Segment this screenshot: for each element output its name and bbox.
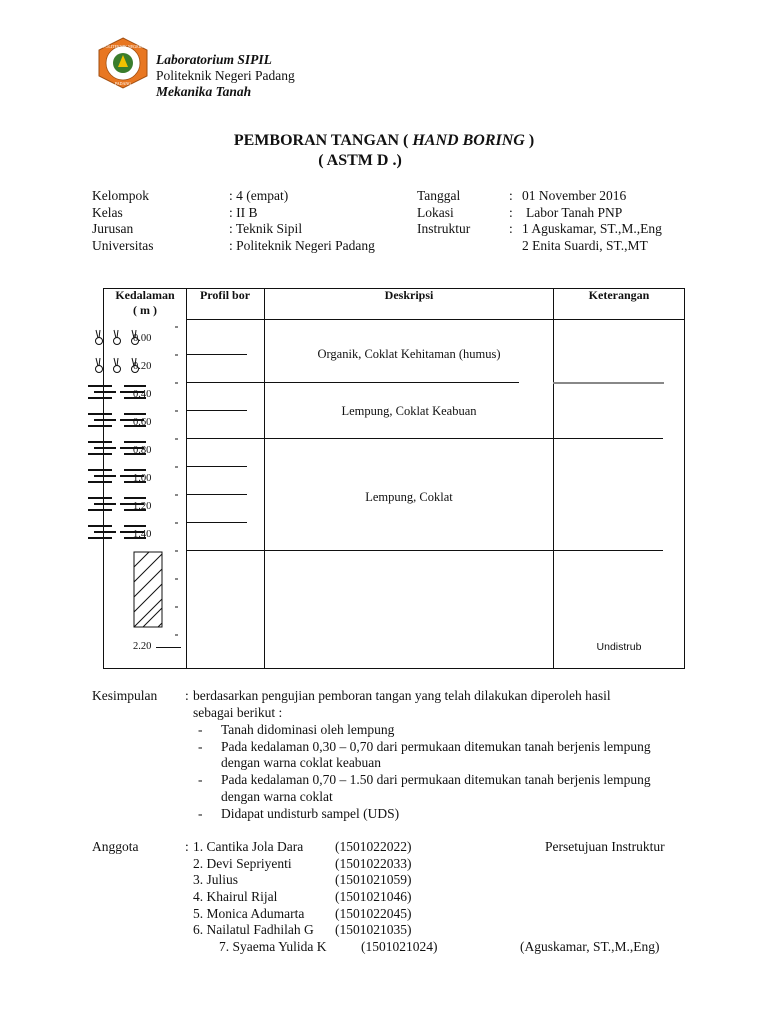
page-title: PEMBORAN TANGAN ( HAND BORING ) xyxy=(233,132,535,149)
lokasi-colon: : xyxy=(509,205,513,220)
layer-description: Organik, Coklat Kehitaman (humus) xyxy=(317,347,501,361)
tanggal-colon: : xyxy=(509,188,513,203)
kelompok-label: Kelompok xyxy=(92,188,149,203)
bullet-dash: - xyxy=(198,806,203,821)
member-nim: (1501021035) xyxy=(335,922,412,937)
bullet-text: Pada kedalaman 0,30 – 0,70 dari permukaan ditemukan tanah berjenis lempung xyxy=(221,739,651,754)
bullet-text: Pada kedalaman 0,70 – 1.50 dari permukaan ditemukan tanah berjenis lempung xyxy=(221,772,651,787)
member-name: 3. Julius xyxy=(193,872,239,887)
kesimpulan-intro: berdasarkan pengujian pemboran tangan yang telah dilakukan diperoleh hasil xyxy=(193,688,611,703)
jurusan-label: Jurusan xyxy=(92,221,134,236)
kesimpulan-intro-cont: sebagai berikut : xyxy=(193,705,283,720)
member-nim: (1501022022) xyxy=(335,839,412,854)
member-nim: (1501021024) xyxy=(361,939,438,954)
signatory-name: (Aguskamar, ST.,M.,Eng) xyxy=(520,939,660,954)
member-name: 4. Khairul Rijal xyxy=(193,889,278,904)
subject-name: Mekanika Tanah xyxy=(156,84,252,99)
tanggal-value: 01 November 2016 xyxy=(522,188,627,203)
col-profil-header: Profil bor xyxy=(199,288,251,302)
col-keterangan-header: Keterangan xyxy=(588,288,650,302)
depth-label: 0.60 xyxy=(133,417,152,428)
member-nim: (1501022033) xyxy=(335,856,412,871)
lab-name: Laboratorium SIPIL xyxy=(156,52,272,67)
col-deskripsi-header: Deskripsi xyxy=(384,288,434,302)
depth-label: 0.80 xyxy=(133,445,152,456)
member-nim: (1501022045) xyxy=(335,906,412,921)
bullet-text-cont: dengan warna coklat xyxy=(221,789,333,804)
member-name: 1. Cantika Jola Dara xyxy=(193,839,304,854)
kelompok-value: : 4 (empat) xyxy=(229,188,289,203)
bullet-text: Didapat undisturb sampel (UDS) xyxy=(221,806,400,821)
page-subtitle: ( ASTM D .) xyxy=(318,152,402,169)
member-name: 2. Devi Sepriyenti xyxy=(193,856,292,871)
instruktur-label: Instruktur xyxy=(417,221,471,236)
bullet-dash: - xyxy=(198,772,203,787)
universitas-label: Universitas xyxy=(92,238,154,253)
bullet-dash: - xyxy=(198,722,203,737)
jurusan-value: : Teknik Sipil xyxy=(229,221,303,236)
anggota-label: Anggota xyxy=(92,839,139,854)
instruktur-colon: : xyxy=(509,221,513,236)
depth-label: 2.20 xyxy=(133,641,152,652)
kesimpulan-label: Kesimpulan xyxy=(92,688,158,703)
depth-label: 1.20 xyxy=(133,501,152,512)
bullet-text-cont: dengan warna coklat keabuan xyxy=(221,755,382,770)
bullet-text: Tanah didominasi oleh lempung xyxy=(221,722,395,737)
depth-label: 1.40 xyxy=(133,529,152,540)
universitas-value: : Politeknik Negeri Padang xyxy=(229,238,375,253)
tanggal-label: Tanggal xyxy=(417,188,461,203)
logo-text-top: POLITEKNIK NEGERI xyxy=(103,44,143,49)
keterangan-undisturbed: Undistrub xyxy=(596,641,642,653)
instruktur-2: 2 Enita Suardi, ST.,MT xyxy=(522,238,648,253)
logo xyxy=(95,36,151,90)
layer-description: Lempung, Coklat xyxy=(365,490,453,504)
col-kedalaman-header: Kedalaman ( m ) xyxy=(115,288,175,317)
depth-label: 0.00 xyxy=(133,333,152,344)
depth-label: 1.00 xyxy=(133,473,152,484)
lokasi-label: Lokasi xyxy=(417,205,454,220)
instruktur-1: 1 Aguskamar, ST.,M.,Eng xyxy=(522,221,662,236)
logo-text-bottom: PADANG xyxy=(114,81,132,86)
layer-description: Lempung, Coklat Keabuan xyxy=(341,404,477,418)
member-nim: (1501021046) xyxy=(335,889,412,904)
lokasi-value: Labor Tanah PNP xyxy=(526,205,623,220)
persetujuan-label: Persetujuan Instruktur xyxy=(545,839,665,854)
member-name: 5. Monica Adumarta xyxy=(193,906,305,921)
member-name: 7. Syaema Yulida K xyxy=(219,939,327,954)
kelas-label: Kelas xyxy=(92,205,123,220)
member-nim: (1501021059) xyxy=(335,872,412,887)
depth-label: 0.40 xyxy=(133,389,152,400)
clay-symbol-icon xyxy=(88,386,146,538)
uds-sample-icon xyxy=(134,552,162,627)
bullet-dash: - xyxy=(198,739,203,754)
institution-name: Politeknik Negeri Padang xyxy=(156,68,295,83)
anggota-colon: : xyxy=(185,839,189,854)
depth-label: 0.20 xyxy=(133,361,152,372)
kesimpulan-colon: : xyxy=(185,688,189,703)
kelas-value: : II B xyxy=(229,205,258,220)
logo-emblem-icon xyxy=(95,36,151,90)
member-name: 6. Nailatul Fadhilah G xyxy=(193,922,314,937)
